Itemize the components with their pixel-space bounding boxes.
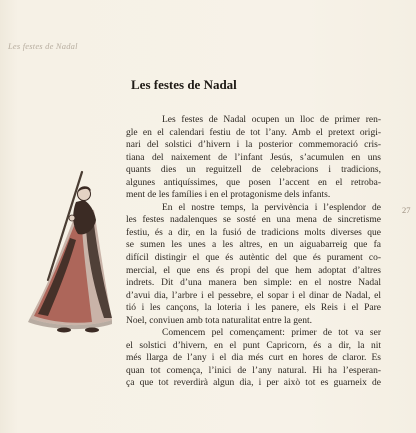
text-line: indrets. Dit d’una manera ben simple: en el nostre Nadal xyxy=(126,278,381,289)
text-line: nari del solstici d’hivern i la posterior commemoració cris- xyxy=(126,140,381,151)
text-line: més llarga de l’any i el dia més curt en hores de claror. Es xyxy=(126,353,381,364)
figure-with-staff-icon xyxy=(8,168,120,343)
running-head: Les festes de Nadal xyxy=(8,41,78,51)
text-line: Les festes de Nadal ocupen un lloc de primer ren- xyxy=(162,115,381,125)
text-line: tió i les cançons, la loteria i les panere, els Reis i el Pare xyxy=(126,303,381,314)
text-line: Comencem pel començament: primer de tot va ser xyxy=(162,328,381,339)
body-text xyxy=(126,114,381,390)
foot-left xyxy=(57,328,71,333)
foot-right xyxy=(85,328,99,333)
text-line: Noel, conviuen amb tota naturalitat entre la gent. xyxy=(126,315,312,326)
hand xyxy=(69,215,75,221)
text-line: difícil distingir el que és autèntic del que és purament co- xyxy=(126,253,381,264)
text-line: gle en el calendari festiu de tot l’any. Amb el pretext origi- xyxy=(126,127,381,138)
text-line: ça que tot reverdirà algun dia, i per això tot es guarneix de xyxy=(126,378,381,389)
text-line: algunes antiquíssimes, que posen l’accent en el retroba- xyxy=(126,177,381,188)
text-line: mercial, el que ens és propi del que hem adoptat d’altres xyxy=(126,265,381,276)
page-title: Les festes de Nadal xyxy=(131,77,237,92)
text-line: se sumen les unes a les altres, en un aiguabarreig que fa xyxy=(126,240,381,251)
figure-with-staff-illustration xyxy=(8,168,120,343)
text-line: festiu, és a dir, en la fusió de tradicions molts diverses que xyxy=(126,227,381,238)
text-line: quan tot comença, l’inici de l’any natural. Hi ha l’esperan- xyxy=(126,365,381,376)
text-line: quants dies un reguitzell de celebracions i tradicions, xyxy=(126,165,381,176)
text-line: d’avui dia, l’arbre i el pessebre, el sopar i el dinar de Nadal, el xyxy=(126,290,381,301)
page-number: 27 xyxy=(402,205,411,215)
text-line: tiana del naixement de l’infant Jesús, s’acumulen en uns xyxy=(126,152,381,163)
text-line: ment de les famílies i en el protagonisme dels infants. xyxy=(126,190,331,201)
text-line: En el nostre temps, la pervivència i l’esplendor de xyxy=(162,202,381,213)
text-line: el solstici d’hivern, en el punt Capricorn, és a dir, la nit xyxy=(126,340,381,351)
text-line: les festes nadalenques se sosté en una mena de sincretisme xyxy=(126,215,381,226)
